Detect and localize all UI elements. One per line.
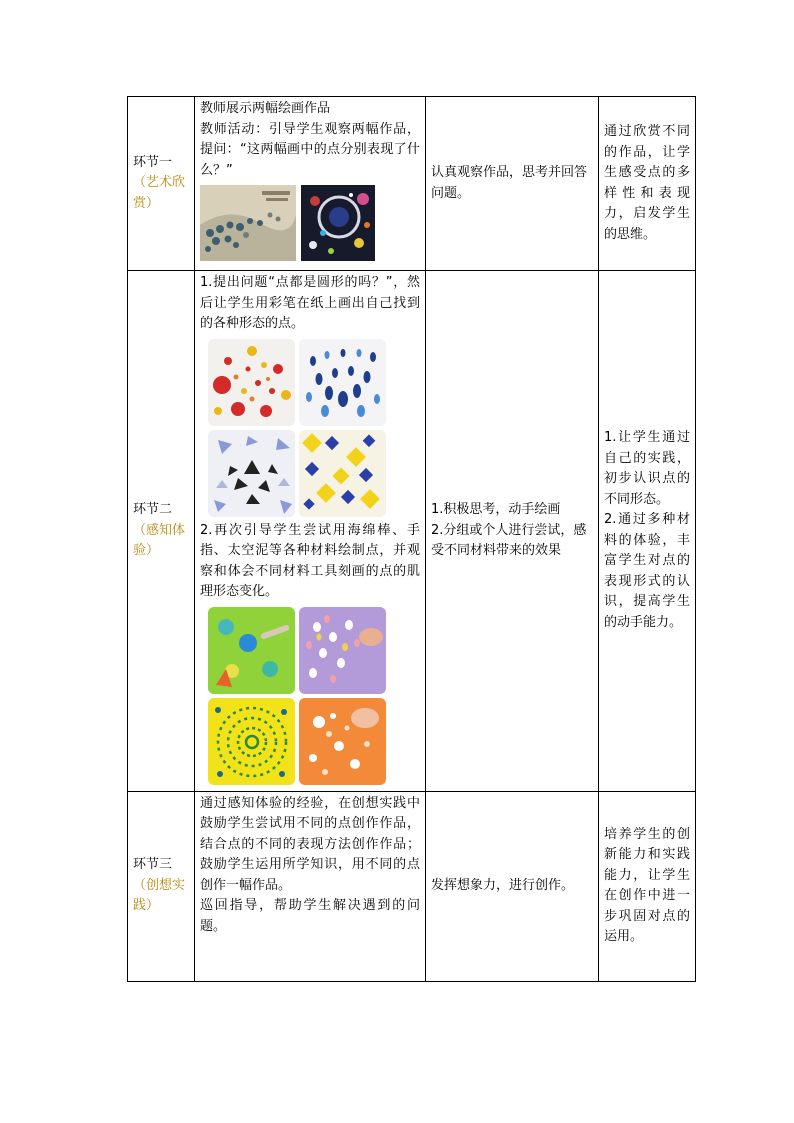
painting-image-landscape: [200, 185, 296, 261]
intent-text: 培养学生的创新能力和实践能力，让学生在创作中进一步巩固对点的运用。: [604, 826, 690, 944]
dots-artwork-blue: [299, 339, 386, 426]
design-intent-cell: [599, 271, 696, 792]
sponge-dots-artwork: [208, 607, 295, 694]
triangles-artwork: [208, 430, 295, 517]
student-line: 2.分组或个人进行尝试，感受不同材料带来的效果: [431, 522, 587, 558]
teacher-paragraph: 1.提出问题“点都是圆形的吗？”，然后让学生用彩笔在纸上画出自己找到的各种形态的点。: [200, 275, 420, 331]
lesson-plan-table: [127, 96, 696, 982]
stage-title: 环节一: [133, 154, 173, 170]
table-row: [128, 791, 696, 981]
student-text: 认真观察作品，思考并回答问题。: [431, 165, 588, 201]
stage-cell: [128, 791, 195, 981]
design-intent-cell: [599, 791, 696, 981]
painting-image-circles: [301, 185, 375, 261]
student-activity-cell: [426, 97, 599, 271]
teacher-line: 巡回指导，帮助学生解决遇到的问题。: [200, 898, 420, 934]
teacher-line: 教师活动：引导学生观察两幅作品，提问：“这两幅画中的点分别表现了什么？”: [200, 121, 420, 178]
student-line: 1.积极思考，动手绘画: [431, 502, 561, 517]
stage-title: 环节三: [133, 857, 173, 873]
teacher-line: 通过感知体验的经验，在创想实践中鼓励学生尝试用不同的点创作作品，结合点的不同的表现方法创作作品；鼓励学生运用所学知识，用不同的点创作一幅作品。: [200, 795, 420, 893]
stage-cell: [128, 97, 195, 271]
student-activity-cell: [426, 271, 599, 792]
squares-artwork: [299, 430, 386, 517]
clay-dots-artwork: [299, 698, 386, 785]
intent-text: 通过欣赏不同的作品，让学生感受点的多样性和表现力，启发学生的思维。: [604, 124, 690, 242]
teacher-activity-cell: [195, 791, 426, 981]
intent-line: 1.让学生通过自己的实践，初步认识点的不同形态。: [604, 430, 690, 507]
dots-artwork-red: [208, 339, 295, 426]
table-row: [128, 271, 696, 792]
intent-line: 2.通过多种材料的体验，丰富学生对点的表现形式的认识，提高学生的动手能力。: [604, 512, 690, 630]
student-activity-cell: [426, 791, 599, 981]
concentric-dots-artwork: [208, 698, 295, 785]
teacher-paragraph: 2.再次引导学生尝试用海绵棒、手指、太空泥等各种材料绘制点，并观察和体会不同材料工具刻画的点的肌理形态变化。: [200, 522, 420, 599]
teacher-activity-cell: [195, 271, 426, 792]
stage-subtitle: （感知体验）: [133, 522, 186, 558]
design-intent-cell: [599, 97, 696, 271]
teacher-activity-cell: [195, 97, 426, 271]
stage-subtitle: （艺术欣赏）: [133, 175, 186, 211]
teacher-line: 教师展示两幅绘画作品: [200, 101, 331, 116]
stage-title: 环节二: [133, 502, 173, 517]
stage-cell: [128, 271, 195, 792]
finger-dots-artwork: [299, 607, 386, 694]
stage-subtitle: （创想实践）: [133, 877, 186, 914]
student-text: 发挥想象力，进行创作。: [431, 877, 575, 893]
table-row: [128, 97, 696, 271]
